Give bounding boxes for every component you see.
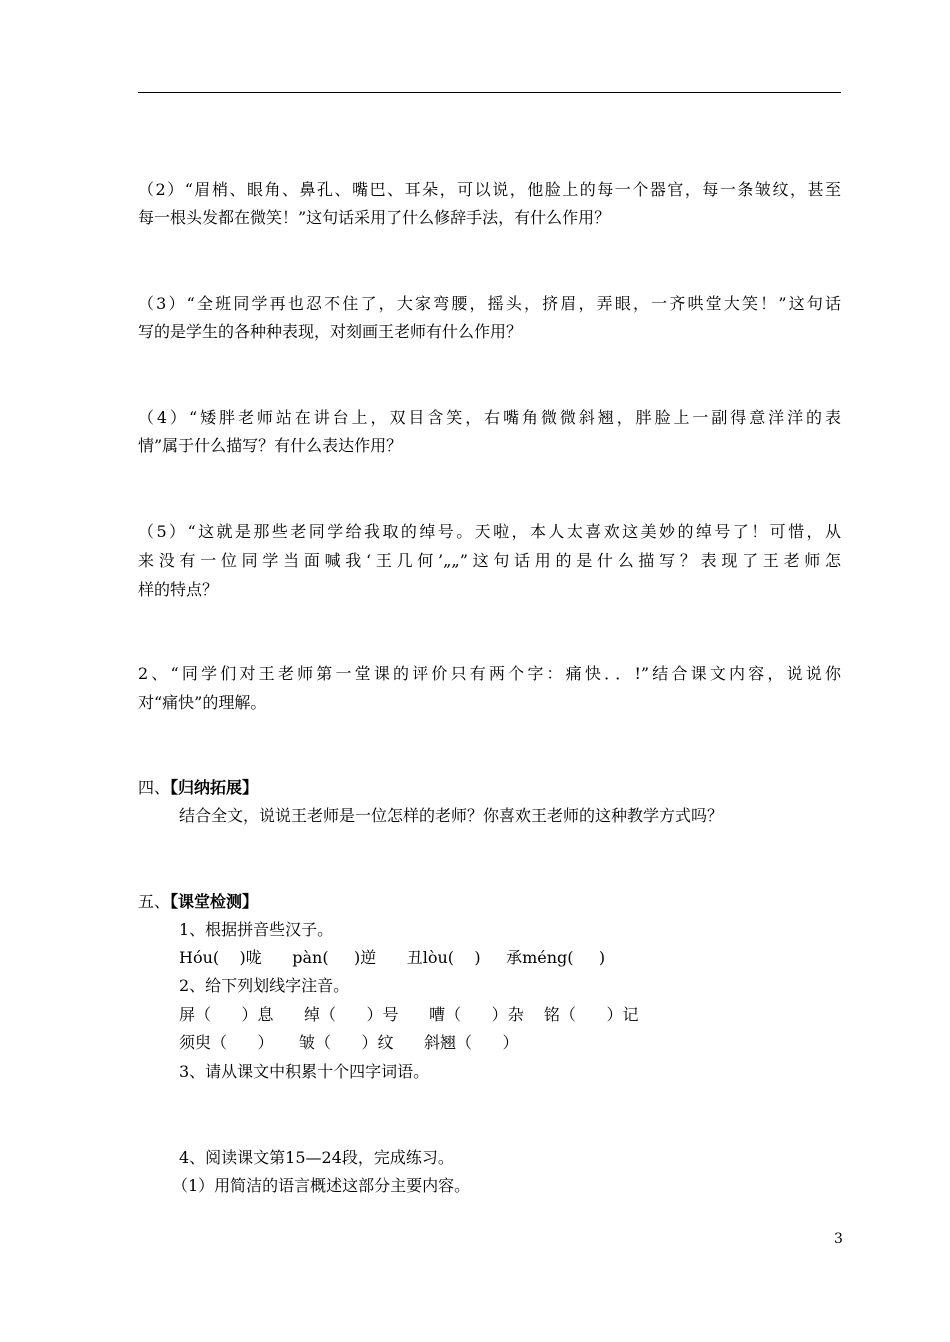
section-4-text: 结合全文，说说王老师是一位怎样的老师？你喜欢王老师的这种教学方式吗？	[179, 806, 724, 825]
item-2-line-1: 2、“同学们对王老师第一堂课的评价只有两个字：痛快．．!”结合课文内容，说说你	[138, 664, 841, 683]
section-5-prefix: 五、	[138, 892, 171, 911]
question-5-line-2: 来没有一位同学当面喊我‘王几何’„„”这句话用的是什么描写？表现了王老师怎	[138, 551, 841, 570]
question-4-line-1: （4）“矮胖老师站在讲台上，双目含笑，右嘴角微微斜翘，胖脸上一副得意洋洋的表	[138, 408, 841, 427]
header-rule	[138, 92, 841, 93]
section-4-prefix: 四、	[138, 778, 171, 797]
page-number: 3	[834, 1231, 843, 1247]
question-3-line-2: 写的是学生的各种种表现，对刻画王老师有什么作用？	[138, 322, 523, 341]
question-2-line-1: （2）“眉梢、眼角、鼻孔、嘴巴、耳朵，可以说，他脸上的每一个器官，每一条皱纹，甚至	[138, 180, 841, 199]
item-2-line-2: 对“痛快”的理解。	[138, 693, 267, 712]
check-item-1: 1、根据拼音些汉子。	[179, 920, 334, 939]
question-2-line-2: 每一根头发都在微笑！”这句话采用了什么修辞手法，有什么作用？	[138, 208, 611, 227]
check-item-4: 4、阅读课文第15—24段，完成练习。	[179, 1148, 454, 1167]
section-5-title: 【课堂检测】	[170, 892, 259, 911]
question-3-line-1: （3）“全班同学再也忍不住了，大家弯腰，摇头，挤眉，弄眼，一齐哄堂大笑！”这句话	[138, 294, 841, 313]
check-item-2: 2、给下列划线字注音。	[179, 976, 350, 995]
section-4-title: 【归纳拓展】	[170, 778, 259, 797]
question-5-line-3: 样的特点？	[138, 580, 219, 599]
check-item-3: 3、请从课文中积累十个四字词语。	[179, 1062, 430, 1081]
section-4-heading	[138, 774, 258, 802]
pinyin-fill-line: Hóu( )咙 pàn( )逆 丑lòu( ) 承méng( )	[179, 948, 606, 967]
question-5-line-1: （5）“这就是那些老同学给我取的绰号。天啦，本人太喜欢这美妙的绰号了！可惜，从	[138, 522, 841, 541]
check-item-4-sub-1: （1）用简洁的语言概述这部分主要内容。	[172, 1176, 471, 1195]
question-4-line-2: 情”属于什么描写？有什么表达作用？	[138, 436, 403, 455]
phonetic-fill-line-2: 须臾（ ） 皱（ ）纹 斜翘（ ）	[179, 1033, 519, 1052]
section-5-heading	[138, 888, 258, 916]
phonetic-fill-line-1: 屏（ ）息 绰（ ）号 嘈（ ）杂 铭（ ）记	[179, 1005, 639, 1024]
